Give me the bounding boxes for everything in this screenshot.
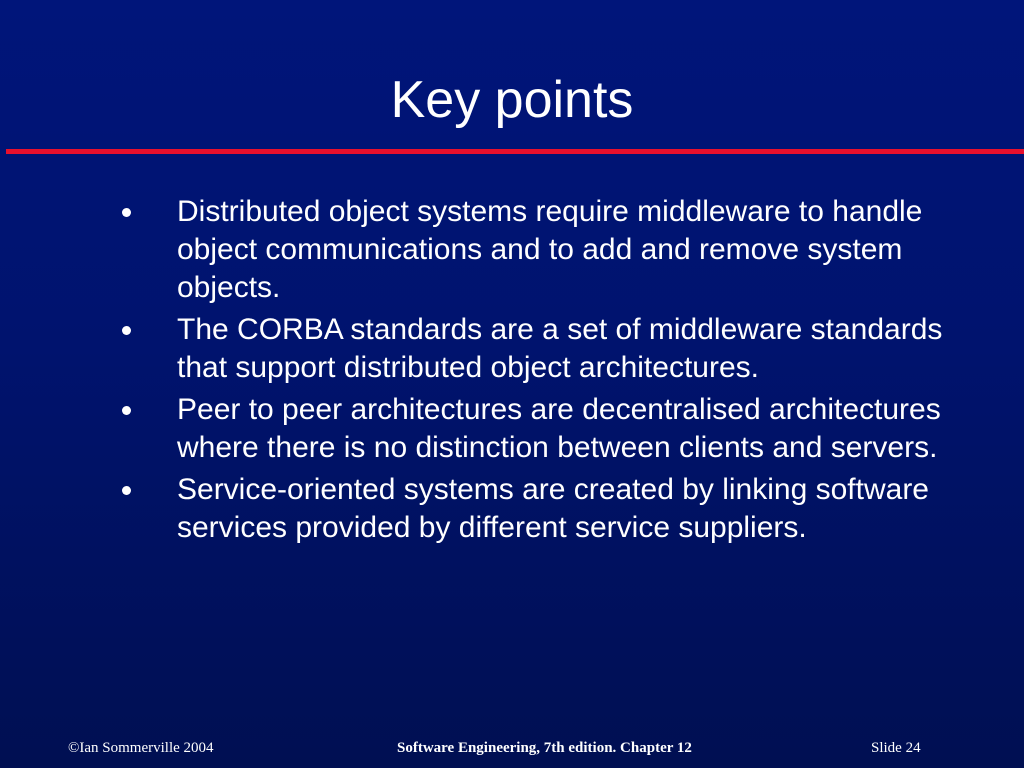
bullet-text: Peer to peer architectures are decentralised architectures where there is no distinction between clients and servers.: [177, 393, 941, 464]
slide-title: Key points: [390, 71, 634, 129]
footer-slide-number: Slide 24: [871, 740, 921, 756]
bullet-dot-icon: [122, 208, 131, 217]
footer-copyright: ©Ian Sommerville 2004: [68, 740, 214, 756]
bullet-text: Distributed object systems require middleware to handle object communications and to add and remove system objects.: [177, 195, 923, 304]
bullet-dot-icon: [122, 486, 131, 495]
bullet-dot-icon: [122, 406, 131, 415]
bullet-text: The CORBA standards are a set of middleware standards that support distributed object architectures.: [177, 313, 943, 384]
bullet-dot-icon: [122, 326, 131, 335]
bullet-item: [120, 311, 960, 387]
bullet-item: [120, 193, 960, 307]
footer-book-title: Software Engineering, 7th edition. Chapter 12: [397, 740, 692, 756]
bullet-text: Service-oriented systems are created by linking software services provided by different service suppliers.: [177, 473, 929, 544]
bullet-list: [120, 193, 960, 551]
bullet-item: [120, 471, 960, 547]
bullet-item: [120, 391, 960, 467]
title-divider: [6, 149, 1024, 154]
